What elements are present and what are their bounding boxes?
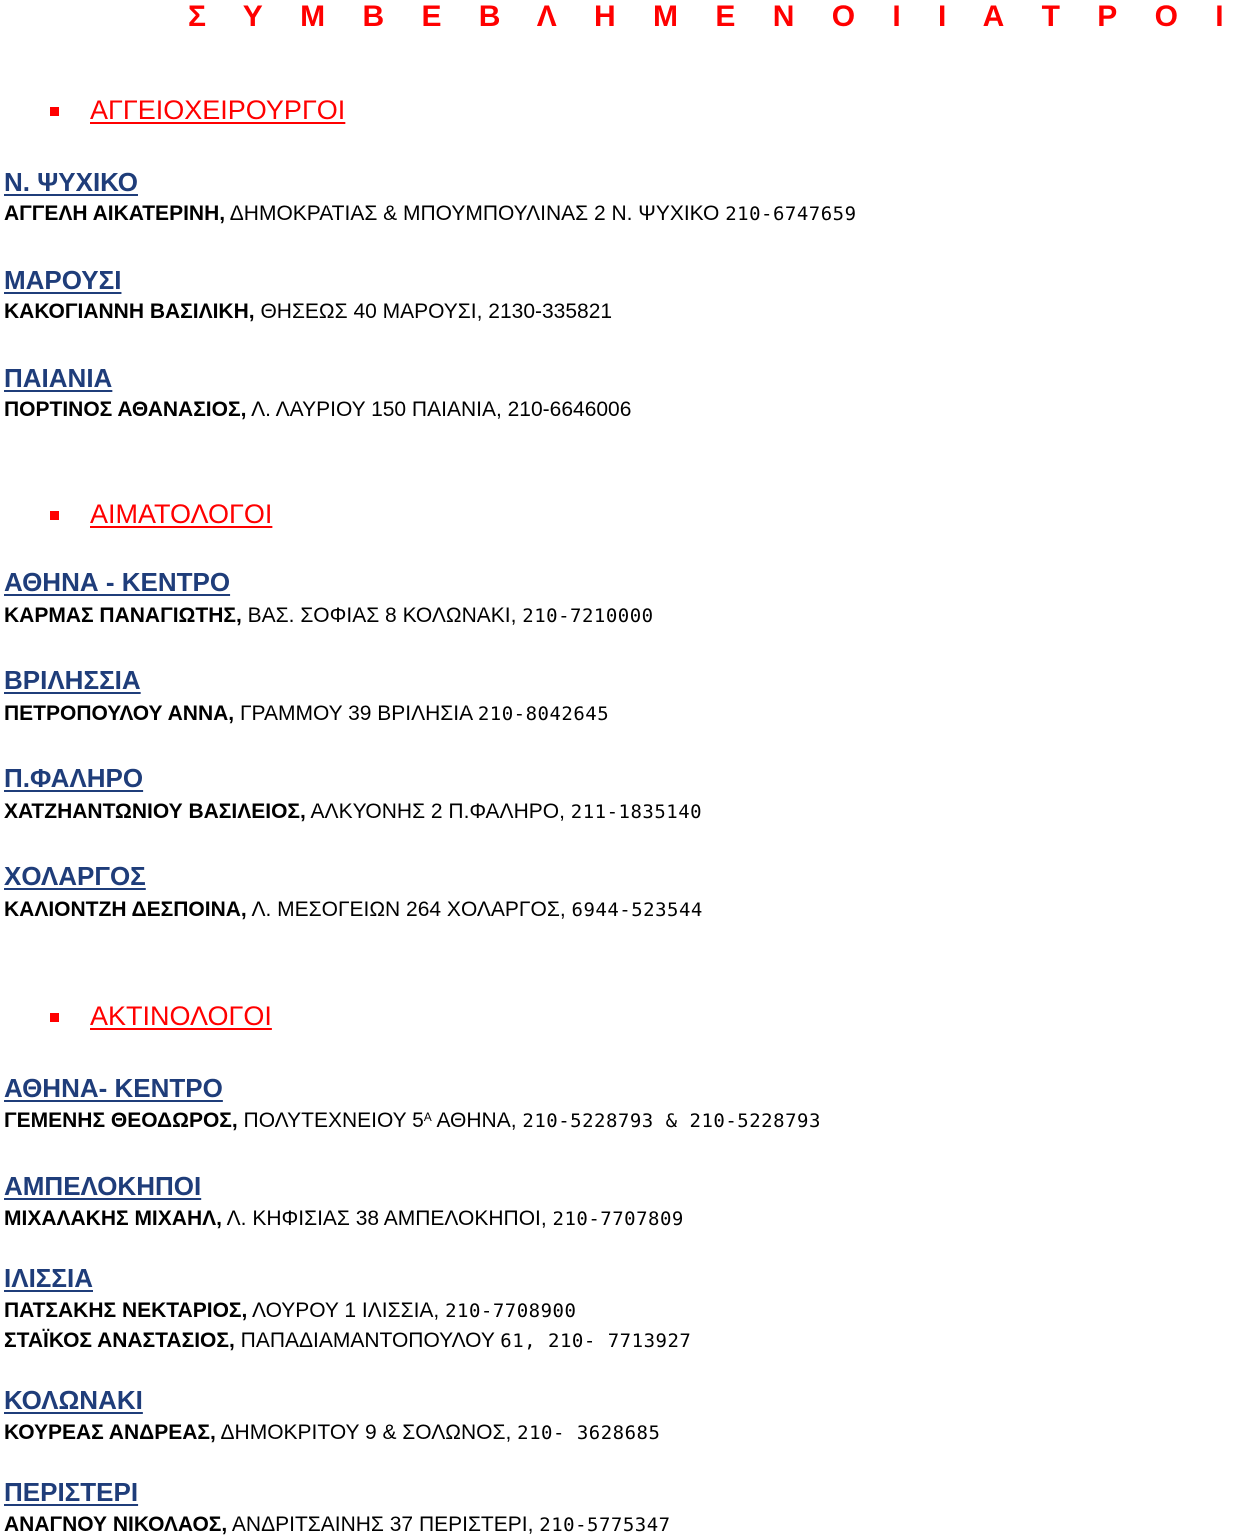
doctor-entry xyxy=(4,1206,684,1232)
square-bullet-icon xyxy=(50,511,59,520)
doctor-name: ΚΑΡΜΑΣ ΠΑΝΑΓΙΩΤΗΣ, xyxy=(4,604,242,627)
area-heading: ΜΑΡΟΥΣΙ xyxy=(4,265,122,295)
area-heading: ΑΘΗΝΑ- ΚΕΝΤΡΟ xyxy=(4,1073,223,1103)
area-heading: ΚΟΛΩΝΑΚΙ xyxy=(4,1385,143,1415)
doctor-address: Λ. ΜΕΣΟΓΕΙΩΝ 264 ΧΟΛΑΡΓΟΣ, xyxy=(246,898,572,921)
doctor-address: ΘΗΣΕΩΣ 40 ΜΑΡΟΥΣΙ, 2130-335821 xyxy=(254,300,613,323)
page-title: Σ Υ Μ Β Ε Β Λ Η Μ Ε Ν Ο Ι Ι Α Τ Ρ Ο Ι xyxy=(188,0,1238,33)
square-bullet-icon xyxy=(50,1013,59,1022)
doctor-name: ΚΟΥΡΕΑΣ ΑΝΔΡΕΑΣ, xyxy=(4,1421,216,1444)
doctor-name: ΣΤΑΪΚΟΣ ΑΝΑΣΤΑΣΙΟΣ, xyxy=(4,1329,235,1352)
area-heading: Ν. ΨΥΧΙΚΟ xyxy=(4,167,138,197)
doctor-address: Λ. ΚΗΦΙΣΙΑΣ 38 ΑΜΠΕΛΟΚΗΠΟΙ, xyxy=(221,1207,553,1230)
doctor-phone: 210- 3628685 xyxy=(517,1422,661,1444)
doctor-name: ΜΙΧΑΛΑΚΗΣ ΜΙΧΑΗΛ, xyxy=(4,1207,222,1230)
doctor-address: ΠΑΠΑΔΙΑΜΑΝΤΟΠΟΥΛΟΥ xyxy=(234,1329,501,1352)
doctor-entry xyxy=(4,799,702,825)
doctor-entry xyxy=(4,1512,671,1538)
doctor-name: ΠΟΡΤΙΝΟΣ ΑΘΑΝΑΣΙΟΣ, xyxy=(4,398,247,421)
doctor-address: ΠΟΛΥΤΕΧΝΕΙΟΥ 5 xyxy=(237,1109,424,1132)
doctor-phone: 210-5228793 & 210-5228793 xyxy=(522,1110,821,1132)
doctor-entry xyxy=(4,897,703,923)
area-heading: ΧΟΛΑΡΓΟΣ xyxy=(4,861,146,891)
doctor-phone: 61, 210- 7713927 xyxy=(500,1330,692,1352)
doctor-phone: 6944-523544 xyxy=(571,899,703,921)
doctor-entry xyxy=(4,1108,821,1134)
area-heading: ΒΡΙΛΗΣΣΙΑ xyxy=(4,665,141,695)
doctor-phone: 211-1835140 xyxy=(570,801,703,823)
category-label: ΑΙΜΑΤΟΛΟΓΟΙ xyxy=(90,499,273,529)
doctor-entry xyxy=(4,603,654,629)
area-heading: ΠΑΙΑΝΙΑ xyxy=(4,363,113,393)
doctor-address: ΔΗΜΟΚΡΑΤΙΑΣ & ΜΠΟΥΜΠΟΥΛΙΝΑΣ 2 Ν. ΨΥΧΙΚΟ xyxy=(225,202,726,225)
doctor-name: ΑΓΓΕΛΗ ΑΙΚΑΤΕΡΙΝΗ, xyxy=(4,202,226,225)
doctor-phone: 210-5775347 xyxy=(539,1514,671,1536)
area-heading: ΠΕΡΙΣΤΕΡΙ xyxy=(4,1477,139,1507)
doctor-name: ΚΑΛΙΟΝΤΖΗ ΔΕΣΠΟΙΝΑ, xyxy=(4,898,247,921)
doctor-entry xyxy=(4,1298,576,1324)
doctor-address: ΔΗΜΟΚΡΙΤΟΥ 9 & ΣΟΛΩΝΟΣ, xyxy=(215,1421,518,1444)
doctor-address: Λ. ΛΑΥΡΙΟΥ 150 ΠΑΙΑΝΙΑ, 210-6646006 xyxy=(246,398,632,421)
doctor-name: ΓΕΜΕΝΗΣ ΘΕΟΔΩΡΟΣ, xyxy=(4,1109,238,1132)
doctor-name: ΑΝΑΓΝΟΥ ΝΙΚΟΛΑΟΣ, xyxy=(4,1513,228,1536)
doctor-entry xyxy=(4,397,631,423)
doctor-name: ΧΑΤΖΗΑΝΤΩΝΙΟΥ ΒΑΣΙΛΕΙΟΣ, xyxy=(4,800,306,823)
doctor-name: ΠΑΤΣΑΚΗΣ ΝΕΚΤΑΡΙΟΣ, xyxy=(4,1299,248,1322)
doctor-phone: 210-8042645 xyxy=(477,703,610,725)
doctor-entry xyxy=(4,1420,660,1446)
doctor-address: ΑΛΚΥΟΝΗΣ 2 Π.ΦΑΛΗΡΟ, xyxy=(305,800,571,823)
area-heading: ΑΜΠΕΛΟΚΗΠΟΙ xyxy=(4,1171,202,1201)
doctor-name: ΠΕΤΡΟΠΟΥΛΟΥ ΑΝΝΑ, xyxy=(4,702,235,725)
category-label: ΑΓΓΕΙΟΧΕΙΡΟΥΡΓΟΙ xyxy=(90,95,346,125)
doctor-address: ΛΟΥΡΟΥ 1 ΙΛΙΣΣΙΑ, xyxy=(247,1299,446,1322)
area-heading: ΑΘΗΝΑ - ΚΕΝΤΡΟ xyxy=(4,567,231,597)
doctor-entry xyxy=(4,1328,691,1354)
doctor-address: ΑΝΔΡΙΤΣΑΙΝΗΣ 37 ΠΕΡΙΣΤΕΡΙ, xyxy=(227,1513,540,1536)
doctor-address: ΒΑΣ. ΣΟΦΙΑΣ 8 ΚΟΛΩΝΑΚΙ, xyxy=(241,604,523,627)
category-label: ΑΚΤΙΝΟΛΟΓΟΙ xyxy=(90,1001,272,1031)
doctor-name: ΚΑΚΟΓΙΑΝΝΗ ΒΑΣΙΛΙΚΗ, xyxy=(4,300,255,323)
doctor-address-cont: ΑΘΗΝΑ, xyxy=(431,1109,523,1132)
address-superscript: Α xyxy=(423,1110,432,1124)
doctor-phone: 210-6747659 xyxy=(725,203,857,225)
doctor-address: ΓΡΑΜΜΟΥ 39 ΒΡΙΛΗΣΙΑ xyxy=(234,702,478,725)
doctor-entry xyxy=(4,201,857,227)
area-heading: Π.ΦΑΛΗΡΟ xyxy=(4,763,144,793)
square-bullet-icon xyxy=(50,107,59,116)
area-heading: ΙΛΙΣΣΙΑ xyxy=(4,1263,93,1293)
doctor-phone: 210-7707809 xyxy=(552,1208,684,1230)
doctor-phone: 210-7210000 xyxy=(522,605,654,627)
doctor-phone: 210-7708900 xyxy=(445,1300,577,1322)
doctor-entry xyxy=(4,299,612,325)
doctor-entry xyxy=(4,701,609,727)
